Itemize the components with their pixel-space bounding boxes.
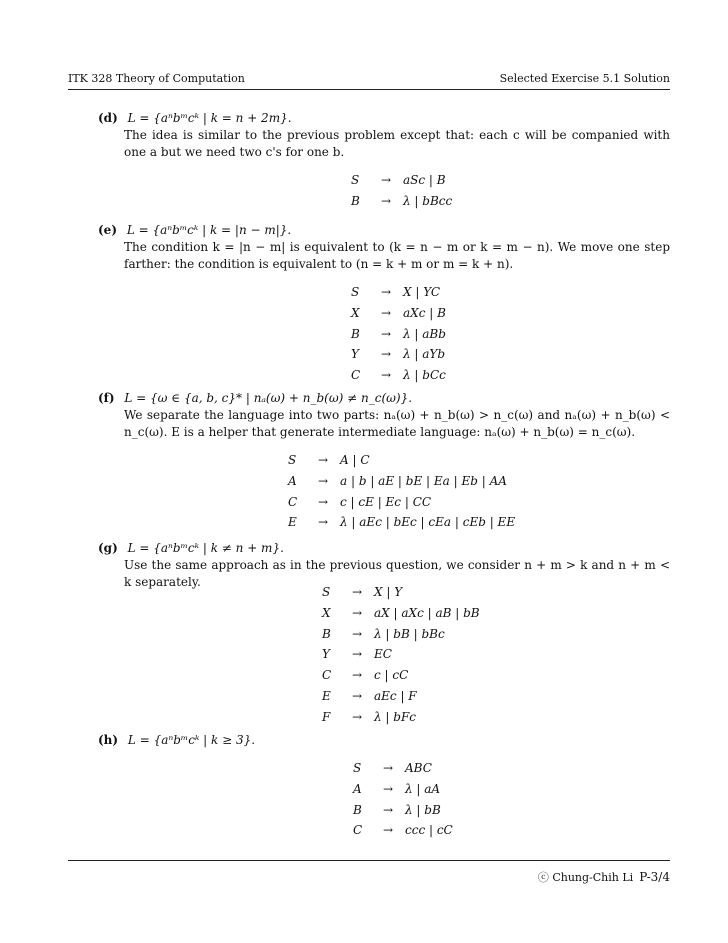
grammar-d bbox=[351, 170, 452, 212]
grammar-rule bbox=[353, 779, 453, 800]
rule-lhs: A bbox=[353, 781, 362, 796]
page-footer bbox=[538, 869, 670, 885]
rule-rhs: λ | aBb bbox=[403, 326, 446, 341]
grammar-rule bbox=[322, 707, 480, 728]
arrow-icon: → bbox=[317, 515, 329, 530]
grammar-rule bbox=[322, 624, 480, 645]
rule-rhs: λ | aA bbox=[405, 781, 441, 796]
grammar-rule bbox=[353, 800, 453, 821]
rule-rhs: a | b | aE | bE | Ea | Eb | AA bbox=[340, 473, 507, 488]
arrow-icon: → bbox=[380, 173, 392, 187]
grammar-rule bbox=[351, 282, 446, 303]
arrow-icon: → bbox=[317, 494, 329, 509]
grammar-rule bbox=[288, 471, 515, 492]
grammar-rule bbox=[353, 820, 453, 841]
arrow-icon: → bbox=[351, 709, 363, 724]
rule-rhs: c | cC bbox=[374, 668, 409, 683]
rule-lhs: X bbox=[351, 305, 360, 320]
grammar-rule bbox=[322, 686, 480, 707]
rule-lhs: S bbox=[353, 761, 362, 775]
grammar-rule bbox=[322, 644, 480, 665]
grammar-rule bbox=[288, 450, 515, 471]
rule-rhs: ccc | cC bbox=[405, 823, 453, 838]
rule-lhs: B bbox=[353, 802, 362, 817]
rule-lhs: C bbox=[353, 823, 363, 838]
author-credit: ⓒ Chung-Chih Li bbox=[537, 871, 634, 884]
arrow-icon: → bbox=[382, 761, 394, 775]
grammar-rule bbox=[322, 603, 480, 624]
arrow-icon: → bbox=[380, 305, 392, 320]
arrow-icon: → bbox=[351, 605, 363, 620]
rule-lhs: Y bbox=[351, 347, 359, 362]
arrow-icon: → bbox=[380, 368, 392, 383]
problem-title: L = {aⁿbᵐcᵏ | k = |n − m|}. bbox=[126, 223, 292, 237]
rule-lhs: S bbox=[288, 453, 297, 467]
rule-lhs: X bbox=[322, 605, 331, 620]
grammar-g bbox=[322, 582, 480, 728]
rule-lhs: Y bbox=[322, 647, 330, 662]
problem-h bbox=[98, 732, 670, 749]
rule-lhs: B bbox=[351, 193, 360, 208]
problem-description: Use the same approach as in the previous question, we consider n + m > k and n + m < k separately. bbox=[124, 557, 670, 589]
grammar-rule bbox=[351, 365, 446, 386]
rule-lhs: S bbox=[351, 285, 360, 299]
rule-rhs: EC bbox=[374, 647, 392, 662]
rule-lhs: C bbox=[288, 494, 298, 509]
problem-label: (h) bbox=[98, 733, 119, 747]
arrow-icon: → bbox=[380, 326, 392, 341]
problem-description: The idea is similar to the previous problem except that: each c will be companied with one a but we need two c's for one b. bbox=[124, 127, 670, 159]
rule-lhs: C bbox=[351, 368, 361, 383]
problem-label: (g) bbox=[98, 541, 118, 555]
grammar-rule bbox=[322, 665, 480, 686]
rule-lhs: A bbox=[288, 473, 297, 488]
problem-label: (e) bbox=[98, 223, 117, 237]
problem-title: L = {ω ∈ {a, b, c}* | nₐ(ω) + n_b(ω) ≠ n_c(ω)}. bbox=[124, 391, 413, 405]
arrow-icon: → bbox=[380, 347, 392, 362]
arrow-icon: → bbox=[382, 823, 394, 838]
rule-lhs: B bbox=[351, 326, 360, 341]
problem-title: L = {aⁿbᵐcᵏ | k = n + 2m}. bbox=[127, 111, 292, 125]
grammar-rule bbox=[351, 303, 446, 324]
rule-rhs: X | YC bbox=[403, 285, 441, 299]
rule-lhs: F bbox=[322, 709, 331, 724]
arrow-icon: → bbox=[317, 473, 329, 488]
rule-rhs: λ | aYb bbox=[403, 347, 446, 362]
rule-rhs: λ | bB | bBc bbox=[374, 626, 445, 641]
rule-lhs: E bbox=[288, 515, 297, 530]
arrow-icon: → bbox=[382, 781, 394, 796]
problem-label: (d) bbox=[98, 111, 118, 125]
rule-rhs: aEc | F bbox=[374, 688, 417, 703]
arrow-icon: → bbox=[351, 688, 363, 703]
rule-rhs: λ | bFc bbox=[374, 709, 417, 724]
arrow-icon: → bbox=[351, 585, 363, 599]
grammar-rule bbox=[288, 492, 515, 513]
rule-lhs: S bbox=[351, 173, 360, 187]
arrow-icon: → bbox=[351, 647, 363, 662]
grammar-rule bbox=[351, 191, 452, 212]
problem-f bbox=[98, 390, 670, 440]
arrow-icon: → bbox=[351, 668, 363, 683]
rule-rhs: aXc | B bbox=[403, 305, 446, 320]
rule-rhs: ABC bbox=[405, 761, 432, 775]
footer-divider bbox=[68, 860, 670, 861]
rule-rhs: λ | aEc | bEc | cEa | cEb | EE bbox=[340, 515, 516, 530]
problem-description: We separate the language into two parts: nₐ(ω) + n_b(ω) > n_c(ω) and nₐ(ω) + n_b(ω) < n_c(ω). E is a helper that generate intermediate language: nₐ(ω) + n_b(ω) = n_c(ω). bbox=[124, 407, 670, 439]
grammar-e bbox=[351, 282, 446, 386]
arrow-icon: → bbox=[317, 453, 329, 467]
page-header bbox=[68, 72, 670, 90]
rule-rhs: λ | bBcc bbox=[403, 193, 453, 208]
rule-lhs: S bbox=[322, 585, 331, 599]
grammar-rule bbox=[351, 324, 446, 345]
rule-rhs: λ | bB bbox=[405, 802, 441, 817]
problem-label: (f) bbox=[98, 391, 115, 405]
problem-d bbox=[98, 110, 670, 160]
rule-rhs: c | cE | Ec | CC bbox=[340, 494, 432, 509]
grammar-rule bbox=[353, 758, 453, 779]
rule-rhs: X | Y bbox=[374, 585, 403, 599]
rule-lhs: B bbox=[322, 626, 331, 641]
grammar-rule bbox=[351, 170, 452, 191]
problem-description: The condition k = |n − m| is equivalent to (k = n − m or k = m − n). We move one step farther: the condition is equivalent to (n = k + m or m = k + n). bbox=[124, 239, 670, 271]
grammar-rule bbox=[351, 344, 446, 365]
problem-e bbox=[98, 222, 670, 272]
rule-lhs: E bbox=[322, 688, 331, 703]
page-number: P-3/4 bbox=[639, 870, 670, 884]
arrow-icon: → bbox=[380, 285, 392, 299]
rule-rhs: A | C bbox=[340, 453, 370, 467]
rule-rhs: λ | bCc bbox=[403, 368, 446, 383]
arrow-icon: → bbox=[382, 802, 394, 817]
rule-rhs: aSc | B bbox=[403, 173, 446, 187]
problem-title: L = {aⁿbᵐcᵏ | k ≠ n + m}. bbox=[127, 541, 284, 555]
course-title: ITK 328 Theory of Computation bbox=[68, 72, 245, 85]
grammar-f bbox=[288, 450, 515, 533]
arrow-icon: → bbox=[351, 626, 363, 641]
arrow-icon: → bbox=[380, 193, 392, 208]
grammar-rule bbox=[322, 582, 480, 603]
grammar-rule bbox=[288, 512, 515, 533]
grammar-h bbox=[353, 758, 453, 841]
rule-lhs: C bbox=[322, 668, 332, 683]
rule-rhs: aX | aXc | aB | bB bbox=[374, 605, 480, 620]
problem-title: L = {aⁿbᵐcᵏ | k ≥ 3}. bbox=[127, 733, 256, 747]
exercise-title: Selected Exercise 5.1 Solution bbox=[499, 72, 670, 85]
